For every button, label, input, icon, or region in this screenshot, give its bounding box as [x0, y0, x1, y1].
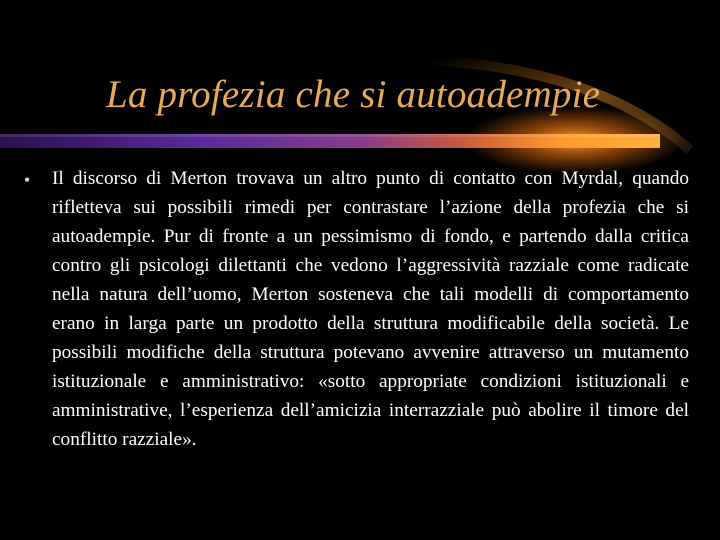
bullet-icon: • — [24, 170, 31, 190]
slide-title: La profezia che si autoadempie — [106, 73, 601, 116]
slide-body-text: Il discorso di Merton trovava un altro punto di contatto con Myrdal, quando rifletteva sui possibili rimedi per contrastare l’azione della profezia che si autoadempie. Pur di fronte a un pessimismo di fondo, e partendo dalla critica contro gli psicologi dilettanti che vedono l’aggressività razziale come radicate nella natura dell’uomo, Merton sosteneva che tali modelli di comportamento erano in larga parte un prodotto della struttura modificabile della società. Le possibili modifiche della struttura potevano avvenire attraverso un mutamento istituzionale e amministrativo: «sotto appropriate condizioni istituzionali e amministrative, l’esperienza dell’amicizia interrazziale può abolire il timore del conflitto razziale». — [52, 168, 689, 450]
